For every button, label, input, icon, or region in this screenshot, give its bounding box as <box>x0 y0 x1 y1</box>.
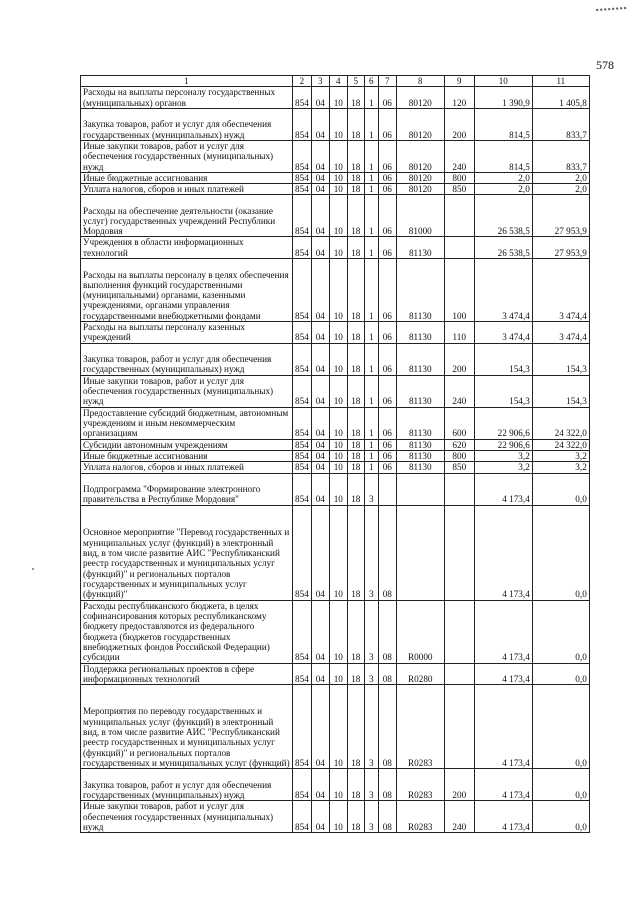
event-cell: 06 <box>378 140 396 172</box>
admin-code-cell: 854 <box>293 685 312 769</box>
amount-year2-cell: 2,0 <box>532 172 589 183</box>
section-cell: 04 <box>311 407 329 439</box>
subprogram-cell: 1 <box>364 237 378 259</box>
amount-year1-cell: 3 474,4 <box>474 322 532 344</box>
subsection-cell: 10 <box>329 663 347 685</box>
expense-type-cell: 800 <box>444 172 474 183</box>
event-cell: 06 <box>378 343 396 375</box>
expense-name-cell: Расходы республиканского бюджета, в целях софинансирования которых республиканскому бюджету предоставляются из федерального бюджета (бюджетов государственных внебюджетных фондов Российской Федерации) субсидии <box>81 600 293 663</box>
amount-year2-cell: 3,2 <box>532 462 589 473</box>
header-cell: 7 <box>378 76 396 87</box>
amount-year1-cell: 2,0 <box>474 184 532 195</box>
target-article-cell: R0283 <box>396 769 444 801</box>
expense-name-cell: Субсидии автономным учреждениям <box>81 439 293 450</box>
subprogram-cell: 1 <box>364 407 378 439</box>
header-cell: 1 <box>81 76 293 87</box>
table-row <box>81 322 590 344</box>
subsection-cell: 10 <box>329 237 347 259</box>
target-article-cell: 81130 <box>396 439 444 450</box>
event-cell: 06 <box>378 87 396 109</box>
table-row <box>81 343 590 375</box>
subprogram-cell: 1 <box>364 87 378 109</box>
amount-year1-cell: 814,5 <box>474 108 532 140</box>
section-cell: 04 <box>311 184 329 195</box>
amount-year2-cell: 0,0 <box>532 473 589 505</box>
program-cell: 18 <box>347 600 364 663</box>
event-cell: 08 <box>378 685 396 769</box>
table-row <box>81 439 590 450</box>
page-number: 578 <box>596 58 614 72</box>
target-article-cell: 80120 <box>396 172 444 183</box>
section-cell: 04 <box>311 108 329 140</box>
event-cell: 06 <box>378 407 396 439</box>
admin-code-cell: 854 <box>293 462 312 473</box>
target-article-cell: 81130 <box>396 237 444 259</box>
program-cell: 18 <box>347 140 364 172</box>
header-cell: 11 <box>532 76 589 87</box>
expense-type-cell: 600 <box>444 407 474 439</box>
subsection-cell: 10 <box>329 140 347 172</box>
amount-year1-cell: 3,2 <box>474 450 532 461</box>
amount-year1-cell: 154,3 <box>474 343 532 375</box>
section-cell: 04 <box>311 473 329 505</box>
amount-year1-cell: 26 538,5 <box>474 237 532 259</box>
amount-year1-cell: 4 173,4 <box>474 663 532 685</box>
subsection-cell: 10 <box>329 184 347 195</box>
event-cell: 06 <box>378 322 396 344</box>
program-cell: 18 <box>347 462 364 473</box>
subprogram-cell: 1 <box>364 195 378 237</box>
expense-name-cell: Мероприятия по переводу государственных и муниципальных услуг (функций) в электронный вид, в том числе развитие АИС "Республиканский реестр государственных и муниципальных услуг (функций)" и региональных порталов государственных и муниципальных услуг (функций) <box>81 685 293 769</box>
amount-year1-cell: 3,2 <box>474 462 532 473</box>
header-cell: 3 <box>311 76 329 87</box>
expense-type-cell: 240 <box>444 375 474 407</box>
amount-year1-cell: 4 173,4 <box>474 685 532 769</box>
subprogram-cell: 1 <box>364 450 378 461</box>
event-cell: 08 <box>378 600 396 663</box>
expense-name-cell: Расходы на обеспечение деятельности (оказание услуг) государственных учреждений Республики Мордовия <box>81 195 293 237</box>
target-article-cell: 81130 <box>396 375 444 407</box>
table-row <box>81 663 590 685</box>
amount-year1-cell: 26 538,5 <box>474 195 532 237</box>
expense-name-cell: Основное мероприятие "Перевод государственных и муниципальных услуг (функций) в электронный вид, в том числе развитие АИС "Республиканский реестр государственных и муниципальных услуг (функций)" и региональных порталов государственных и муниципальных услуг (функций)" <box>81 505 293 600</box>
target-article-cell: 81130 <box>396 462 444 473</box>
expense-type-cell <box>444 505 474 600</box>
target-article-cell: 81130 <box>396 322 444 344</box>
subsection-cell: 10 <box>329 769 347 801</box>
expense-type-cell: 620 <box>444 439 474 450</box>
event-cell: 08 <box>378 801 396 833</box>
subprogram-cell: 3 <box>364 473 378 505</box>
table-row <box>81 108 590 140</box>
amount-year2-cell: 154,3 <box>532 375 589 407</box>
expense-type-cell: 120 <box>444 87 474 109</box>
table-row <box>81 801 590 833</box>
amount-year2-cell: 0,0 <box>532 801 589 833</box>
table-row <box>81 184 590 195</box>
event-cell: 06 <box>378 259 396 322</box>
subsection-cell: 10 <box>329 375 347 407</box>
section-cell: 04 <box>311 375 329 407</box>
event-cell: 06 <box>378 439 396 450</box>
table-row <box>81 259 590 322</box>
subsection-cell: 10 <box>329 600 347 663</box>
target-article-cell: 80120 <box>396 184 444 195</box>
subprogram-cell: 1 <box>364 172 378 183</box>
target-article-cell: R0283 <box>396 685 444 769</box>
section-cell: 04 <box>311 172 329 183</box>
subprogram-cell: 3 <box>364 769 378 801</box>
section-cell: 04 <box>311 801 329 833</box>
amount-year2-cell: 3,2 <box>532 450 589 461</box>
target-article-cell: R0283 <box>396 801 444 833</box>
amount-year1-cell: 4 173,4 <box>474 769 532 801</box>
event-cell: 06 <box>378 172 396 183</box>
program-cell: 18 <box>347 685 364 769</box>
program-cell: 18 <box>347 769 364 801</box>
program-cell: 18 <box>347 87 364 109</box>
program-cell: 18 <box>347 343 364 375</box>
amount-year1-cell: 3 474,4 <box>474 259 532 322</box>
subprogram-cell: 3 <box>364 600 378 663</box>
expense-type-cell: 200 <box>444 108 474 140</box>
header-cell: 10 <box>474 76 532 87</box>
table-row <box>81 600 590 663</box>
table-row <box>81 462 590 473</box>
expense-type-cell: 850 <box>444 184 474 195</box>
event-cell: 06 <box>378 184 396 195</box>
scan-artifact <box>596 1 626 11</box>
admin-code-cell: 854 <box>293 439 312 450</box>
program-cell: 18 <box>347 184 364 195</box>
subprogram-cell: 1 <box>364 375 378 407</box>
subprogram-cell: 3 <box>364 663 378 685</box>
expense-name-cell: Иные бюджетные ассигнования <box>81 450 293 461</box>
expense-name-cell: Расходы на выплаты персоналу государственных (муниципальных) органов <box>81 87 293 109</box>
program-cell: 18 <box>347 375 364 407</box>
subsection-cell: 10 <box>329 195 347 237</box>
amount-year2-cell: 0,0 <box>532 600 589 663</box>
program-cell: 18 <box>347 237 364 259</box>
admin-code-cell: 854 <box>293 322 312 344</box>
subsection-cell: 10 <box>329 685 347 769</box>
header-cell: 9 <box>444 76 474 87</box>
section-cell: 04 <box>311 663 329 685</box>
amount-year1-cell: 4 173,4 <box>474 600 532 663</box>
admin-code-cell: 854 <box>293 195 312 237</box>
table-row <box>81 407 590 439</box>
table-row <box>81 685 590 769</box>
target-article-cell: R0280 <box>396 663 444 685</box>
amount-year2-cell: 24 322,0 <box>532 439 589 450</box>
section-cell: 04 <box>311 462 329 473</box>
subprogram-cell: 3 <box>364 801 378 833</box>
admin-code-cell: 854 <box>293 375 312 407</box>
target-article-cell: 81000 <box>396 195 444 237</box>
table-row <box>81 87 590 109</box>
expense-name-cell: Закупка товаров, работ и услуг для обеспечения государственных (муниципальных) нужд <box>81 108 293 140</box>
expense-name-cell: Закупка товаров, работ и услуг для обеспечения государственных (муниципальных) нужд <box>81 343 293 375</box>
admin-code-cell: 854 <box>293 140 312 172</box>
subprogram-cell: 1 <box>364 322 378 344</box>
program-cell: 18 <box>347 108 364 140</box>
amount-year2-cell: 0,0 <box>532 685 589 769</box>
admin-code-cell: 854 <box>293 172 312 183</box>
expense-type-cell <box>444 195 474 237</box>
admin-code-cell: 854 <box>293 801 312 833</box>
table-row <box>81 769 590 801</box>
subsection-cell: 10 <box>329 439 347 450</box>
admin-code-cell: 854 <box>293 259 312 322</box>
section-cell: 04 <box>311 237 329 259</box>
expense-name-cell: Иные закупки товаров, работ и услуг для обеспечения государственных (муниципальных) нужд <box>81 140 293 172</box>
admin-code-cell: 854 <box>293 505 312 600</box>
admin-code-cell: 854 <box>293 237 312 259</box>
expense-name-cell: Уплата налогов, сборов и иных платежей <box>81 462 293 473</box>
program-cell: 18 <box>347 505 364 600</box>
amount-year2-cell: 833,7 <box>532 108 589 140</box>
admin-code-cell: 854 <box>293 450 312 461</box>
target-article-cell: 80120 <box>396 140 444 172</box>
expense-type-cell <box>444 663 474 685</box>
subprogram-cell: 3 <box>364 685 378 769</box>
admin-code-cell: 854 <box>293 600 312 663</box>
table-row <box>81 237 590 259</box>
section-cell: 04 <box>311 505 329 600</box>
program-cell: 18 <box>347 473 364 505</box>
target-article-cell <box>396 473 444 505</box>
amount-year1-cell: 154,3 <box>474 375 532 407</box>
expense-name-cell: Поддержка региональных проектов в сфере информационных технологий <box>81 663 293 685</box>
expense-type-cell <box>444 600 474 663</box>
program-cell: 18 <box>347 259 364 322</box>
section-cell: 04 <box>311 769 329 801</box>
subsection-cell: 10 <box>329 108 347 140</box>
section-cell: 04 <box>311 87 329 109</box>
subsection-cell: 10 <box>329 473 347 505</box>
subsection-cell: 10 <box>329 259 347 322</box>
amount-year2-cell: 24 322,0 <box>532 407 589 439</box>
amount-year2-cell: 3 474,4 <box>532 322 589 344</box>
target-article-cell: R0000 <box>396 600 444 663</box>
amount-year2-cell: 0,0 <box>532 505 589 600</box>
budget-table-wrapper <box>80 75 590 833</box>
header-cell: 2 <box>293 76 312 87</box>
target-article-cell: 81130 <box>396 407 444 439</box>
expense-type-cell: 240 <box>444 140 474 172</box>
section-cell: 04 <box>311 195 329 237</box>
target-article-cell <box>396 505 444 600</box>
section-cell: 04 <box>311 685 329 769</box>
program-cell: 18 <box>347 172 364 183</box>
program-cell: 18 <box>347 450 364 461</box>
expense-name-cell: Закупка товаров, работ и услуг для обеспечения государственных (муниципальных) нужд <box>81 769 293 801</box>
admin-code-cell: 854 <box>293 87 312 109</box>
amount-year1-cell: 814,5 <box>474 140 532 172</box>
amount-year1-cell: 1 390,9 <box>474 87 532 109</box>
table-row <box>81 375 590 407</box>
amount-year2-cell: 0,0 <box>532 663 589 685</box>
subsection-cell: 10 <box>329 450 347 461</box>
event-cell: 06 <box>378 237 396 259</box>
scan-speck <box>32 568 34 570</box>
amount-year2-cell: 27 953,9 <box>532 195 589 237</box>
expense-type-cell: 110 <box>444 322 474 344</box>
table-row <box>81 450 590 461</box>
subsection-cell: 10 <box>329 505 347 600</box>
expense-name-cell: Иные бюджетные ассигнования <box>81 172 293 183</box>
admin-code-cell: 854 <box>293 769 312 801</box>
amount-year1-cell: 22 906,6 <box>474 407 532 439</box>
event-cell: 08 <box>378 505 396 600</box>
event-cell <box>378 473 396 505</box>
target-article-cell: 81130 <box>396 259 444 322</box>
target-article-cell: 81130 <box>396 343 444 375</box>
expense-name-cell: Предоставление субсидий бюджетным, автономным учреждениям и иным некоммерческим организациям <box>81 407 293 439</box>
subprogram-cell: 1 <box>364 439 378 450</box>
subsection-cell: 10 <box>329 172 347 183</box>
expense-type-cell: 200 <box>444 343 474 375</box>
subsection-cell: 10 <box>329 462 347 473</box>
amount-year2-cell: 27 953,9 <box>532 237 589 259</box>
expense-type-cell <box>444 685 474 769</box>
admin-code-cell: 854 <box>293 407 312 439</box>
subprogram-cell: 1 <box>364 343 378 375</box>
amount-year1-cell: 2,0 <box>474 172 532 183</box>
admin-code-cell: 854 <box>293 663 312 685</box>
target-article-cell: 80120 <box>396 108 444 140</box>
header-cell: 8 <box>396 76 444 87</box>
admin-code-cell: 854 <box>293 108 312 140</box>
subsection-cell: 10 <box>329 87 347 109</box>
amount-year2-cell: 154,3 <box>532 343 589 375</box>
subprogram-cell: 1 <box>364 462 378 473</box>
section-cell: 04 <box>311 140 329 172</box>
amount-year2-cell: 0,0 <box>532 769 589 801</box>
program-cell: 18 <box>347 407 364 439</box>
amount-year1-cell: 4 173,4 <box>474 473 532 505</box>
admin-code-cell: 854 <box>293 473 312 505</box>
expense-name-cell: Учреждения в области информационных технологий <box>81 237 293 259</box>
table-row <box>81 140 590 172</box>
expense-type-cell: 800 <box>444 450 474 461</box>
subprogram-cell: 1 <box>364 184 378 195</box>
expense-type-cell <box>444 237 474 259</box>
program-cell: 18 <box>347 322 364 344</box>
table-row <box>81 473 590 505</box>
amount-year1-cell: 22 906,6 <box>474 439 532 450</box>
program-cell: 18 <box>347 195 364 237</box>
event-cell: 06 <box>378 195 396 237</box>
section-cell: 04 <box>311 259 329 322</box>
expense-type-cell: 240 <box>444 801 474 833</box>
section-cell: 04 <box>311 322 329 344</box>
expense-type-cell: 850 <box>444 462 474 473</box>
header-cell: 5 <box>347 76 364 87</box>
expense-type-cell <box>444 473 474 505</box>
subprogram-cell: 1 <box>364 140 378 172</box>
subsection-cell: 10 <box>329 801 347 833</box>
expense-name-cell: Расходы на выплаты персоналу в целях обеспечения выполнения функций государственными (муниципальными) органами, казенными учреждениями, органами управления государственными внебюджетными фондами <box>81 259 293 322</box>
expense-name-cell: Иные закупки товаров, работ и услуг для обеспечения государственных (муниципальных) нужд <box>81 801 293 833</box>
program-cell: 18 <box>347 801 364 833</box>
budget-table <box>80 75 590 833</box>
event-cell: 08 <box>378 769 396 801</box>
event-cell: 06 <box>378 108 396 140</box>
table-row <box>81 172 590 183</box>
expense-type-cell: 200 <box>444 769 474 801</box>
table-row <box>81 195 590 237</box>
program-cell: 18 <box>347 439 364 450</box>
target-article-cell: 81130 <box>396 450 444 461</box>
amount-year2-cell: 3 474,4 <box>532 259 589 322</box>
header-cell: 6 <box>364 76 378 87</box>
event-cell: 08 <box>378 663 396 685</box>
expense-name-cell: Иные закупки товаров, работ и услуг для обеспечения государственных (муниципальных) нужд <box>81 375 293 407</box>
amount-year2-cell: 1 405,8 <box>532 87 589 109</box>
expense-type-cell: 100 <box>444 259 474 322</box>
section-cell: 04 <box>311 450 329 461</box>
subsection-cell: 10 <box>329 322 347 344</box>
expense-name-cell: Расходы на выплаты персоналу казенных учреждений <box>81 322 293 344</box>
subsection-cell: 10 <box>329 407 347 439</box>
subsection-cell: 10 <box>329 343 347 375</box>
admin-code-cell: 854 <box>293 184 312 195</box>
event-cell: 06 <box>378 375 396 407</box>
header-cell: 4 <box>329 76 347 87</box>
program-cell: 18 <box>347 663 364 685</box>
amount-year1-cell: 4 173,4 <box>474 505 532 600</box>
section-cell: 04 <box>311 343 329 375</box>
amount-year1-cell: 4 173,4 <box>474 801 532 833</box>
section-cell: 04 <box>311 439 329 450</box>
subprogram-cell: 1 <box>364 108 378 140</box>
subprogram-cell: 1 <box>364 259 378 322</box>
expense-name-cell: Уплата налогов, сборов и иных платежей <box>81 184 293 195</box>
amount-year2-cell: 2,0 <box>532 184 589 195</box>
table-header-row <box>81 76 590 87</box>
subprogram-cell: 3 <box>364 505 378 600</box>
table-row <box>81 505 590 600</box>
admin-code-cell: 854 <box>293 343 312 375</box>
section-cell: 04 <box>311 600 329 663</box>
event-cell: 06 <box>378 462 396 473</box>
amount-year2-cell: 833,7 <box>532 140 589 172</box>
target-article-cell: 80120 <box>396 87 444 109</box>
event-cell: 06 <box>378 450 396 461</box>
expense-name-cell: Подпрограмма "Формирование электронного правительства в Республике Мордовия" <box>81 473 293 505</box>
